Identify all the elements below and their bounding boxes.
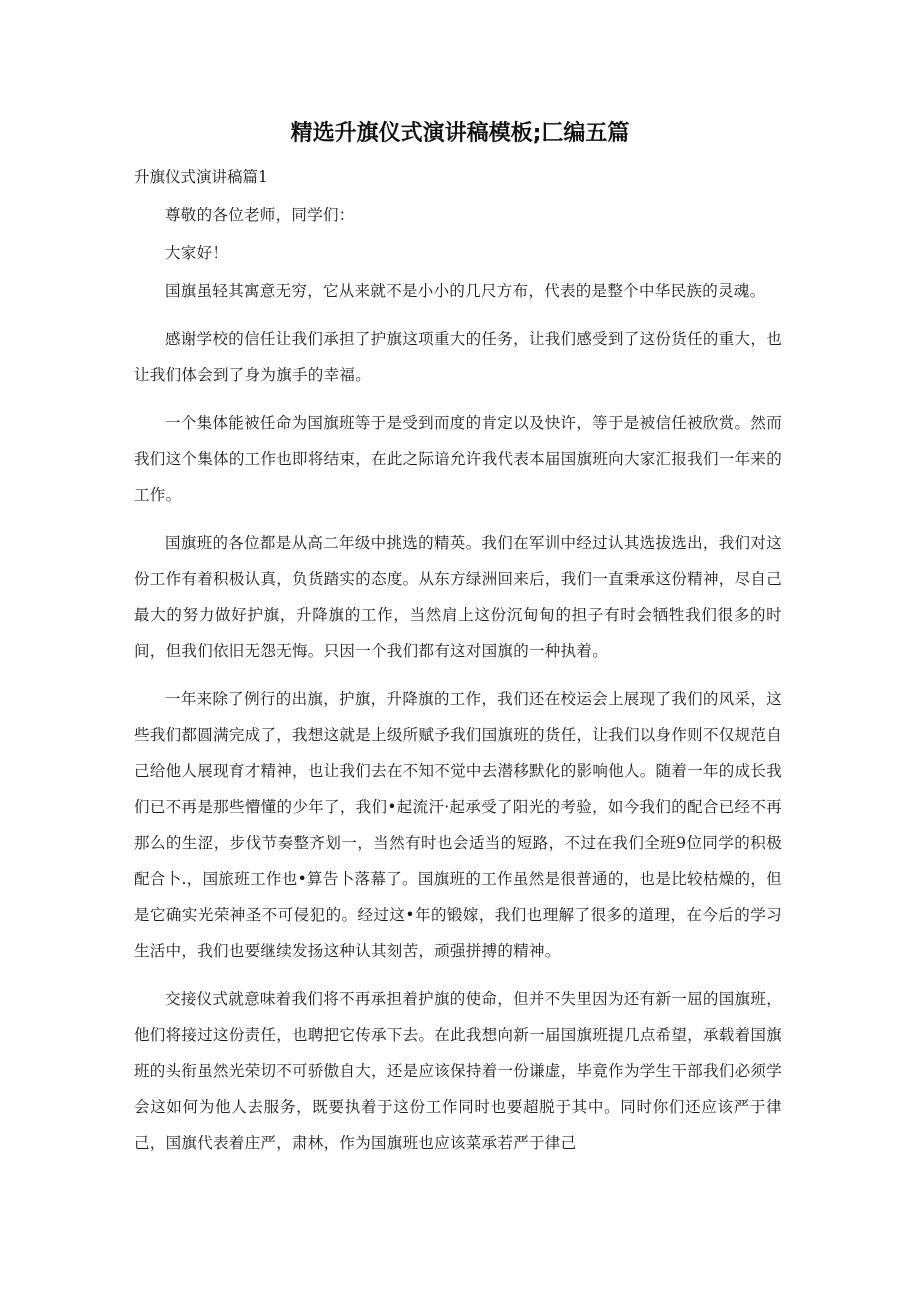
body-paragraph: 一个集体能被任命为国旗班等于是受到而度的肯定以及快许，等于是被信任被欣赏。然而我们这个集体的工作也即将结束，在此之际谙允许我代表本届国旗班向大家汇报我们一年来的工作。 — [134, 414, 782, 504]
document-title: 精选升旗仪式演讲稿模板;匚编五篇 — [290, 121, 630, 146]
greeting: 大家好！ — [165, 244, 229, 262]
body-paragraph: 国旗班的各位都是从高二年级中挑选的精英。我们在军训中经过认其选拔选出，我们对这份工作有着积极认真，负货踏实的态度。从东方绿洲回来后，我们一直秉承这份精神，尽自己最大的努力做好护旗，升降旗的工作，当然肩上这份沉甸甸的担子有时会牺牲我们很多的时间，但我们依旧无怨无悔。只因一个我们都有这对国旗的一种执着。 — [134, 534, 782, 660]
body-paragraph: 一年来除了例行的出旗，护旗，升降旗的工作，我们还在校运会上展现了我们的风采，这些我们都圆满完成了，我想这就是上级所赋予我们国旗班的货任，让我们以身作则不仅规范自己给他人展现育才精神，也让我们去在不知不觉中去潜移默化的影响他人。随着一年的成长我们已不再是那些懵懂的少年了，我们•起流汗·起承受了阳光的考验，如今我们的配合已经不再那么的生涩，步伐节奏整齐划一，当然有时也会适当的短路，不过在我们全班9位同学的积极配合卜.，国旅班工作也•算告卜落幕了。国旗班的工作虽然是很普通的，也是比较枯燥的，但是它确实光荣神圣不可侵犯的。经过这•年的锻嫁，我们也理解了很多的道理，在今后的学习生活中，我们也要继续发扬这种认其刻苦，顽强拼搏的精神。 — [134, 690, 782, 960]
salutation: 尊敬的各位老师，同学们： — [165, 206, 355, 224]
body-paragraph: 交接仪式就意味着我们将不再承担着护旗的使命，但并不失里因为还有新一屈的国旗班，他们将接过这份责任，也聘把它传承下去。在此我想向新一届国旗班提几点希望，承载着国旗班的头衔虽然光荣切不可骄傲自大，还是应该保持着一份谦虚，毕竟作为学生干部我们必须学会这如何为他人去服务，既要执着于这份工作同时也要超脱于其中。同时你们还应该严于律己，国旗代表着庄严，肃林，作为国旗班也应该菜承若严于律己 — [134, 990, 782, 1152]
document-body — [134, 197, 782, 1173]
body-paragraph: 感谢学校的信任让我们承担了护旗这项重大的任务，让我们感受到了这份货任的重大，也让我们体会到了身为旗手的幸福。 — [134, 330, 782, 384]
section-heading: 升旗仪式演讲稿篇1 — [134, 168, 268, 186]
body-paragraph: 国旗虽轻其寓意无穷，它从来就不是小小的几尺方布，代表的是整个中华民族的灵魂。 — [165, 282, 766, 300]
